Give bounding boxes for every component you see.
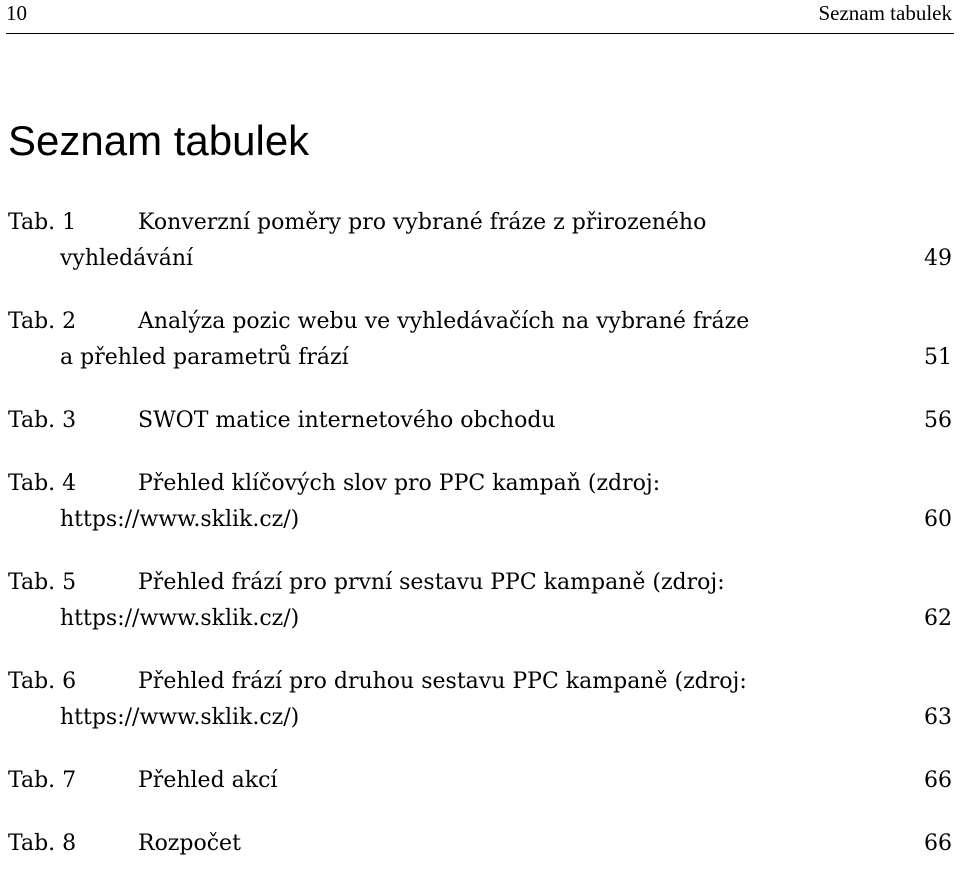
header-running-title: Seznam tabulek <box>818 1 952 25</box>
entry-label: Tab. 5 <box>8 570 77 595</box>
page-header <box>6 0 954 34</box>
entry-caption: Přehled akcí <box>138 768 278 793</box>
entry-caption-continued: https://www.sklik.cz/) <box>60 705 300 730</box>
entry-caption-continued: https://www.sklik.cz/) <box>60 507 300 532</box>
entry-caption-continued: a přehled parametrů frází <box>60 345 349 370</box>
entry-caption: SWOT matice internetového obchodu <box>138 408 556 433</box>
entry-caption-continued: vyhledávání <box>60 246 194 271</box>
table-list-entry[interactable] <box>8 304 952 376</box>
table-list <box>8 205 952 889</box>
entry-label: Tab. 2 <box>8 309 77 334</box>
entry-label: Tab. 4 <box>8 471 77 496</box>
entry-caption: Analýza pozic webu ve vyhledávačích na vybrané fráze <box>138 309 750 334</box>
entry-caption: Rozpočet <box>138 831 241 856</box>
table-list-entry[interactable] <box>8 565 952 637</box>
entry-caption: Konverzní poměry pro vybrané fráze z přirozeného <box>138 210 707 235</box>
entry-caption: Přehled frází pro druhou sestavu PPC kampaně (zdroj: <box>138 669 747 694</box>
entry-page-number: 60 <box>924 507 952 532</box>
entry-caption: Přehled frází pro první sestavu PPC kampaně (zdroj: <box>138 570 725 595</box>
entry-label: Tab. 7 <box>8 768 77 793</box>
entry-label: Tab. 3 <box>8 408 77 433</box>
entry-label: Tab. 8 <box>8 831 77 856</box>
entry-page-number: 49 <box>924 246 952 271</box>
entry-page-number: 62 <box>924 606 952 631</box>
table-list-entry[interactable] <box>8 763 952 799</box>
entry-page-number: 51 <box>924 345 952 370</box>
entry-page-number: 66 <box>924 831 952 856</box>
table-list-entry[interactable] <box>8 826 952 862</box>
entry-page-number: 66 <box>924 768 952 793</box>
table-list-entry[interactable] <box>8 664 952 736</box>
entry-page-number: 63 <box>924 705 952 730</box>
header-page-number: 10 <box>6 1 27 25</box>
entry-caption-continued: https://www.sklik.cz/) <box>60 606 300 631</box>
entry-label: Tab. 1 <box>8 210 77 235</box>
page-title: Seznam tabulek <box>8 117 310 164</box>
entry-caption: Přehled klíčových slov pro PPC kampaň (zdroj: <box>138 471 661 496</box>
entry-page-number: 56 <box>924 408 952 433</box>
table-list-entry[interactable] <box>8 466 952 538</box>
entry-label: Tab. 6 <box>8 669 77 694</box>
table-list-entry[interactable] <box>8 403 952 439</box>
table-list-entry[interactable] <box>8 205 952 277</box>
